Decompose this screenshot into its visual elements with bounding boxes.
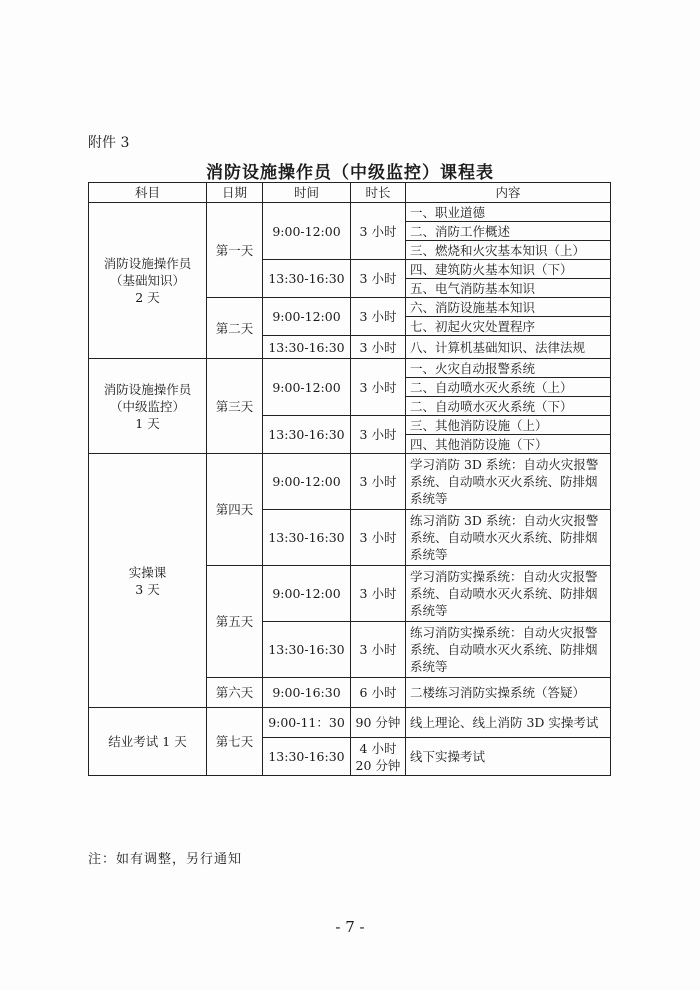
content-cell: 学习消防 3D 系统：自动火灾报警系统、自动喷水灭火系统、防排烟系统等 bbox=[406, 454, 611, 510]
content-cell: 四、建筑防火基本知识（下） bbox=[406, 260, 611, 279]
content-cell: 三、其他消防设施（上） bbox=[406, 416, 611, 435]
time-cell: 9:00-11：30 bbox=[263, 708, 351, 738]
content-cell: 六、消防设施基本知识 bbox=[406, 298, 611, 317]
attachment-label: 附件 3 bbox=[88, 135, 130, 151]
day-cell: 第二天 bbox=[207, 298, 263, 359]
duration-cell: 6 小时 bbox=[351, 678, 406, 708]
duration-cell: 3 小时 bbox=[351, 510, 406, 566]
day-cell: 第七天 bbox=[207, 708, 263, 776]
time-cell: 9:00-12:00 bbox=[263, 298, 351, 336]
table-header-row bbox=[89, 183, 611, 203]
table-row bbox=[89, 203, 611, 222]
time-cell: 9:00-12:00 bbox=[263, 566, 351, 622]
adjustment-note: 注：如有调整，另行通知 bbox=[88, 852, 243, 867]
content-cell: 线下实操考试 bbox=[406, 738, 611, 776]
content-cell: 四、其他消防设施（下） bbox=[406, 435, 611, 454]
day-cell: 第四天 bbox=[207, 454, 263, 566]
header-time: 时间 bbox=[263, 183, 351, 203]
content-cell: 二、自动喷水灭火系统（下） bbox=[406, 397, 611, 416]
table-row bbox=[89, 454, 611, 510]
duration-cell: 3 小时 bbox=[351, 416, 406, 454]
header-subject: 科目 bbox=[89, 183, 207, 203]
subject-cell: 消防设施操作员 （基础知识） 2 天 bbox=[89, 203, 207, 359]
table-row bbox=[89, 708, 611, 738]
time-cell: 9:00-12:00 bbox=[263, 203, 351, 260]
duration-cell: 90 分钟 bbox=[351, 708, 406, 738]
duration-cell: 3 小时 bbox=[351, 454, 406, 510]
day-cell: 第一天 bbox=[207, 203, 263, 298]
day-cell: 第三天 bbox=[207, 359, 263, 454]
schedule-title: 消防设施操作员（中级监控）课程表 bbox=[206, 163, 494, 183]
content-cell: 一、职业道德 bbox=[406, 203, 611, 222]
duration-cell: 3 小时 bbox=[351, 622, 406, 678]
duration-cell: 3 小时 bbox=[351, 260, 406, 298]
day-cell: 第六天 bbox=[207, 678, 263, 708]
time-cell: 13:30-16:30 bbox=[263, 510, 351, 566]
subject-cell: 结业考试 1 天 bbox=[89, 708, 207, 776]
content-cell: 八、计算机基础知识、法律法规 bbox=[406, 336, 611, 359]
time-cell: 9:00-16:30 bbox=[263, 678, 351, 708]
duration-cell: 3 小时 bbox=[351, 336, 406, 359]
time-cell: 13:30-16:30 bbox=[263, 622, 351, 678]
table-row bbox=[89, 359, 611, 378]
time-cell: 9:00-12:00 bbox=[263, 454, 351, 510]
content-cell: 三、燃烧和火灾基本知识（上） bbox=[406, 241, 611, 260]
content-cell: 练习消防 3D 系统：自动火灾报警系统、自动喷水灭火系统、防排烟系统等 bbox=[406, 510, 611, 566]
time-cell: 9:00-12:00 bbox=[263, 359, 351, 416]
header-date: 日期 bbox=[207, 183, 263, 203]
duration-cell: 3 小时 bbox=[351, 203, 406, 260]
time-cell: 13:30-16:30 bbox=[263, 336, 351, 359]
subject-cell: 实操课 3 天 bbox=[89, 454, 207, 708]
content-cell: 七、初起火灾处置程序 bbox=[406, 317, 611, 336]
duration-cell: 4 小时 20 分钟 bbox=[351, 738, 406, 776]
header-content: 内容 bbox=[406, 183, 611, 203]
content-cell: 二、消防工作概述 bbox=[406, 222, 611, 241]
content-cell: 二、自动喷水灭火系统（上） bbox=[406, 378, 611, 397]
content-cell: 二楼练习消防实操系统（答疑） bbox=[406, 678, 611, 708]
time-cell: 13:30-16:30 bbox=[263, 416, 351, 454]
subject-cell: 消防设施操作员 （中级监控） 1 天 bbox=[89, 359, 207, 454]
content-cell: 线上理论、线上消防 3D 实操考试 bbox=[406, 708, 611, 738]
content-cell: 五、电气消防基本知识 bbox=[406, 279, 611, 298]
time-cell: 13:30-16:30 bbox=[263, 738, 351, 776]
course-schedule-table bbox=[88, 182, 611, 776]
content-cell: 练习消防实操系统：自动火灾报警系统、自动喷水灭火系统、防排烟系统等 bbox=[406, 622, 611, 678]
page-number: - 7 - bbox=[335, 918, 365, 936]
day-cell: 第五天 bbox=[207, 566, 263, 678]
duration-cell: 3 小时 bbox=[351, 359, 406, 416]
duration-cell: 3 小时 bbox=[351, 298, 406, 336]
content-cell: 学习消防实操系统：自动火灾报警系统、自动喷水灭火系统、防排烟系统等 bbox=[406, 566, 611, 622]
time-cell: 13:30-16:30 bbox=[263, 260, 351, 298]
header-duration: 时长 bbox=[351, 183, 406, 203]
content-cell: 一、火灾自动报警系统 bbox=[406, 359, 611, 378]
duration-cell: 3 小时 bbox=[351, 566, 406, 622]
